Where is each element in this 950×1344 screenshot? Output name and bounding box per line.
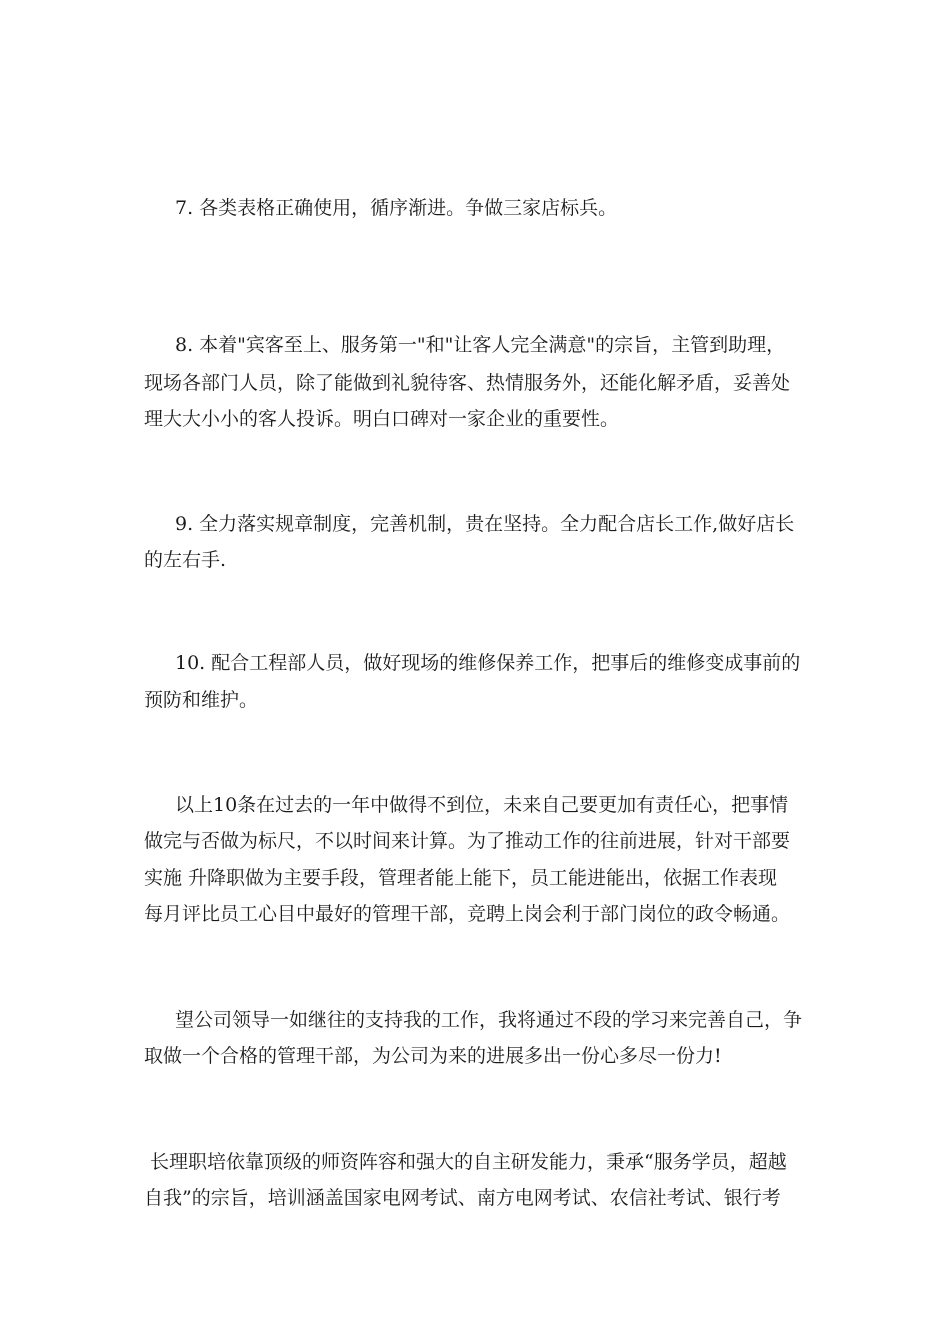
item-10-line-1: 10. 配合工程部人员，做好现场的维修保养工作，把事后的维修变成事前的	[175, 652, 801, 674]
item-7-line-1: 7. 各类表格正确使用，循序渐进。争做三家店标兵。	[175, 197, 618, 219]
item-8-line-1: 8. 本着"宾客至上、服务第一"和"让客人完全满意"的宗旨，主管到助理，	[175, 334, 786, 356]
footer-ad-line-1: 长理职培依靠顶级的师资阵容和强大的自主研发能力，秉承“服务学员，超越	[144, 1151, 787, 1173]
item-10-line-2: 预防和维护。	[144, 689, 259, 711]
summary-line-2: 做完与否做为标尺，不以时间来计算。为了推动工作的往前进展，针对干部要	[144, 830, 791, 852]
summary-line-1: 以上10条在过去的一年中做得不到位，未来自己要更加有责任心，把事情	[175, 794, 789, 816]
item-9-line-2: 的左右手.	[144, 549, 227, 571]
footer-ad-line-2: 自我”的宗旨，培训涵盖国家电网考试、南方电网考试、农信社考试、银行考	[144, 1187, 781, 1209]
item-8-line-2: 现场各部门人员，除了能做到礼貌待客、热情服务外，还能化解矛盾，妥善处	[144, 372, 791, 394]
item-9-line-1: 9. 全力落实规章制度，完善机制，贵在坚持。全力配合店长工作,做好店长	[175, 513, 795, 535]
item-8-line-3: 理大大小小的客人投诉。明白口碑对一家企业的重要性。	[144, 408, 620, 430]
summary-line-3: 实施 升降职做为主要手段，管理者能上能下，员工能进能出，依据工作表现	[144, 867, 778, 889]
summary-line-4: 每月评比员工心目中最好的管理干部，竞聘上岗会利于部门岗位的政令畅通。	[144, 903, 791, 925]
closing-line-1: 望公司领导一如继往的支持我的工作，我将通过不段的学习来完善自己，争	[175, 1009, 803, 1031]
closing-line-2: 取做一个合格的管理干部，为公司为来的进展多出一份心多尽一份力!	[144, 1045, 722, 1067]
